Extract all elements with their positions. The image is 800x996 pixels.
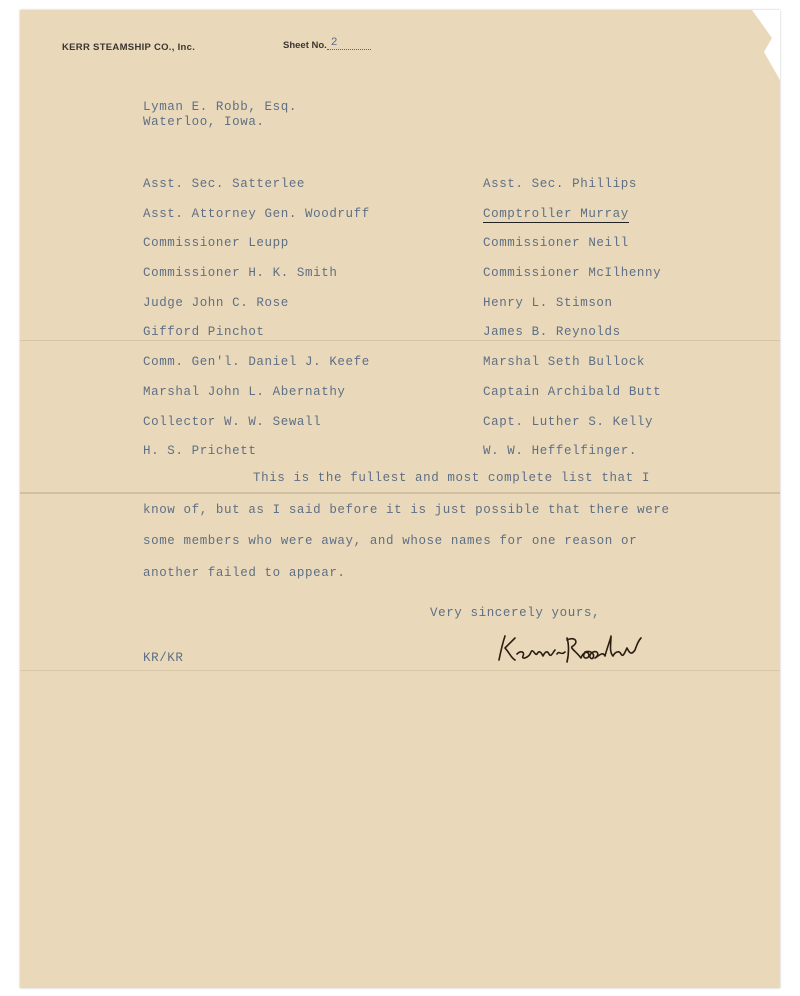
names-list-left xyxy=(143,176,370,473)
addressee-city: Waterloo, Iowa. xyxy=(143,115,265,129)
list-item: James B. Reynolds xyxy=(483,325,621,340)
list-item: Commissioner McIlhenny xyxy=(483,266,662,281)
list-item: H. S. Prichett xyxy=(143,444,257,459)
list-item: Captain Archibald Butt xyxy=(483,384,662,399)
list-item: Comm. Gen'l. Daniel J. Keefe xyxy=(143,355,370,370)
list-item: Commissioner Neill xyxy=(483,236,629,251)
list-item-underlined xyxy=(483,206,661,236)
list-item: W. W. Heffelfinger. xyxy=(483,444,637,459)
closing: Very sincerely yours, xyxy=(430,606,601,620)
list-item: Henry L. Stimson xyxy=(483,295,613,310)
list-item: Asst. Sec. Satterlee xyxy=(143,177,306,191)
list-item: Capt. Luther S. Kelly xyxy=(483,414,654,429)
typist-initials: KR/KR xyxy=(143,651,184,665)
list-item: Asst. Attorney Gen. Woodruff xyxy=(143,206,370,221)
torn-corner xyxy=(740,10,780,80)
body-line: This is the fullest and most complete list that I xyxy=(253,471,650,485)
body-line: another failed to appear. xyxy=(143,565,346,580)
sheet-number: 2 xyxy=(327,37,371,50)
body-line: know of, but as I said before it is just possible that there were xyxy=(143,502,670,517)
body-paragraph xyxy=(143,470,753,596)
list-item: Marshal Seth Bullock xyxy=(483,355,646,370)
list-item: Judge John C. Rose xyxy=(143,295,289,310)
addressee-name: Lyman E. Robb, Esq. xyxy=(143,100,297,114)
fold-line xyxy=(20,340,780,341)
sheet-label: Sheet No. xyxy=(283,40,327,51)
names-list-right xyxy=(483,176,661,473)
underlined-name: Comptroller Murray xyxy=(483,206,629,221)
list-item: Gifford Pinchot xyxy=(143,325,265,340)
fold-line xyxy=(20,670,780,671)
list-item: Collector W. W. Sewall xyxy=(143,414,322,429)
body-line: some members who were away, and whose names for one reason or xyxy=(143,534,638,548)
addressee-block xyxy=(143,100,297,130)
list-item: Asst. Sec. Phillips xyxy=(483,177,637,191)
handwritten-signature xyxy=(495,630,655,670)
list-item: Commissioner H. K. Smith xyxy=(143,266,338,281)
sheet-number-field xyxy=(283,37,371,53)
letterhead-company: KERR STEAMSHIP CO., Inc. xyxy=(62,42,196,53)
list-item: Commissioner Leupp xyxy=(143,236,289,251)
list-item: Marshal John L. Abernathy xyxy=(143,384,346,399)
